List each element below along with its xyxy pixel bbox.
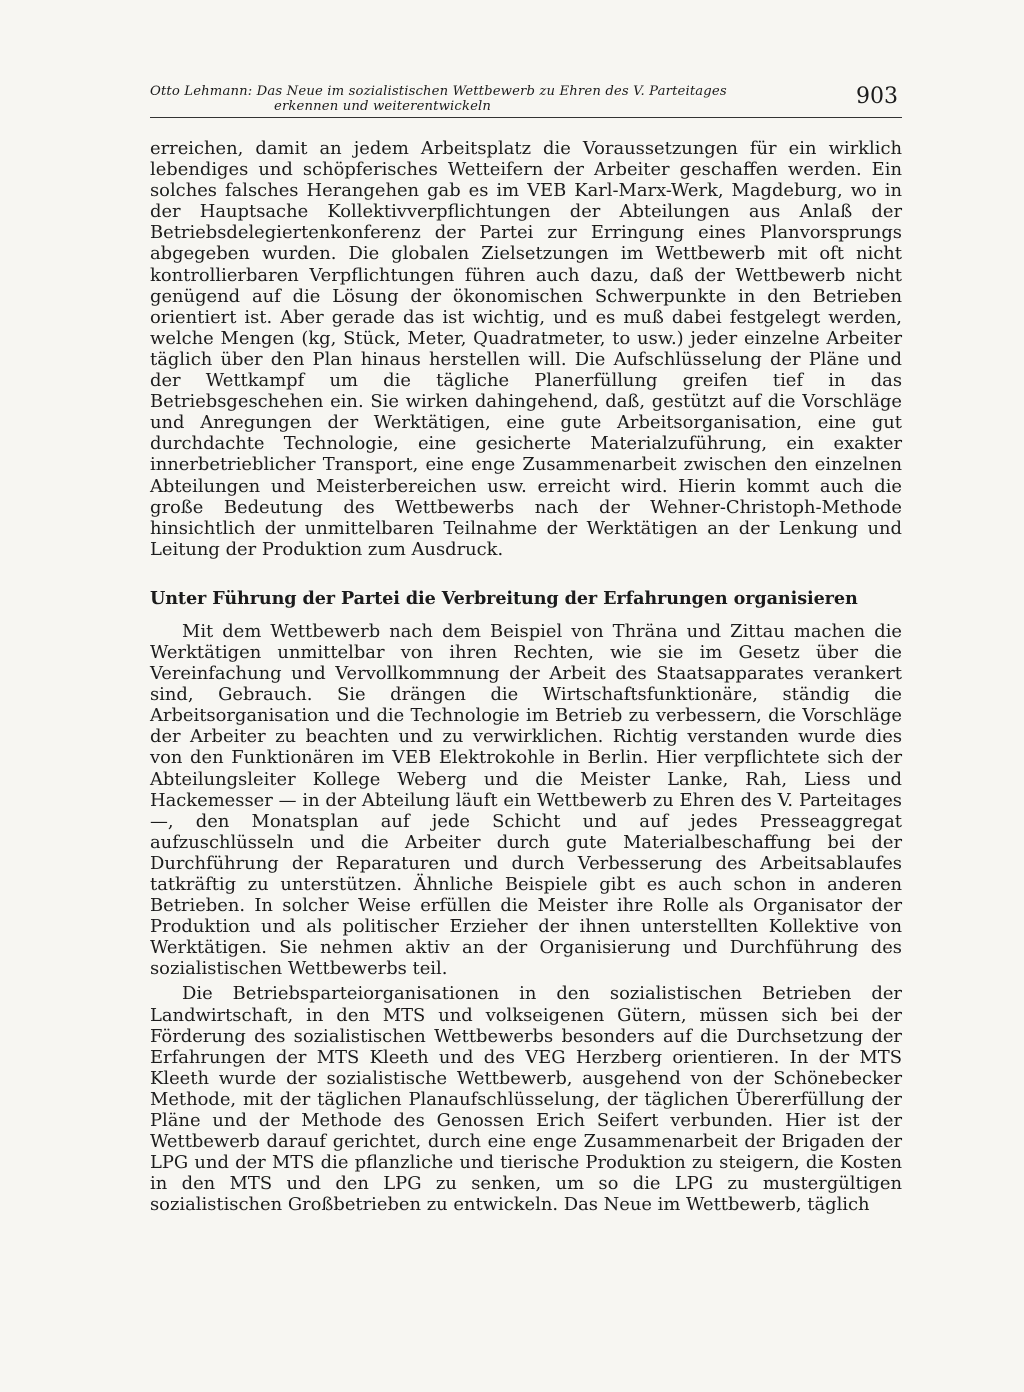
page-number: 903 <box>856 84 898 109</box>
paragraph-3: Die Betriebsparteiorganisationen in den sozialistischen Betrieben der Landwirtschaft, in den MTS und volkseigenen Gütern, müssen sich bei der Förderung des sozialistischen Wettbewerbs besonders auf die Durchsetzung der Erfahrungen der MTS Kleeth und des VEG Herzberg orientieren. In der MTS Kleeth wurde der sozialistische Wettbewerb, ausgehend von der Schönebecker Methode, mit der täglichen Planaufschlüsselung, der täglichen Übererfüllung der Pläne und der Methode des Genossen Erich Seifert verbunden. Hier ist der Wettbewerb darauf gerichtet, durch eine enge Zusammenarbeit der Brigaden der LPG und der MTS die pflanzliche und tierische Produktion zu steigern, die Kosten in den MTS und den LPG zu senken, um so die LPG zu mustergültigen sozialistischen Großbetrieben zu entwickeln. Das Neue im Wettbewerb, täglich <box>150 983 902 1216</box>
section-heading: Unter Führung der Partei die Verbreitung der Erfahrungen organisieren <box>150 587 858 609</box>
running-header <box>150 84 910 118</box>
running-title-line-2: erkennen und weiterentwickeln <box>274 99 492 114</box>
header-divider <box>150 117 902 118</box>
paragraph-2: Mit dem Wettbewerb nach dem Beispiel von Thräna und Zittau machen die Werktätigen unmittelbar von ihren Rechten, wie sie im Gesetz über die Vereinfachung und Vervollkommnung der Arbeit des Staatsapparates verankert sind, Gebrauch. Sie drängen die Wirtschaftsfunktionäre, ständig die Arbeitsorganisation und die Technologie im Betrieb zu verbessern, die Vorschläge der Arbeiter zu beachten und zu verwirklichen. Richtig verstanden wurde dies von den Funktionären im VEB Elektrokohle in Berlin. Hier verpflichtete sich der Abteilungsleiter Kollege Weberg und die Meister Lanke, Rah, Liess und Hackemesser — in der Abteilung läuft ein Wettbewerb zu Ehren des V. Parteitages —, den Monatsplan auf jede Schicht und auf jedes Presseaggregat aufzuschlüsseln und die Arbeiter durch gute Materialbeschaffung bei der Durchführung der Reparaturen und durch Verbesserung des Arbeitsablaufes tatkräftig zu unterstützen. Ähnliche Beispiele gibt es auch schon in anderen Betrieben. In solcher Weise erfüllen die Meister ihre Rolle als Organisator der Produktion und als politischer Erzieher der ihnen unterstellten Kollektive von Werktätigen. Sie nehmen aktiv an der Organisierung und Durchführung des sozialistischen Wettbewerbs teil. <box>150 620 902 980</box>
body-text <box>150 138 902 1216</box>
running-title <box>150 84 830 114</box>
paragraph-1: erreichen, damit an jedem Arbeitsplatz die Voraussetzungen für ein wirklich lebendiges und schöpferisches Wetteifern der Arbeiter geschaffen werden. Ein solches falsches Herangehen gab es im VEB Karl-Marx-Werk, Magdeburg, wo in der Hauptsache Kollektivverpflichtungen der Abteilungen aus Anlaß der Betriebsdelegiertenkonferenz der Partei zur Erringung eines Planvorsprungs abgegeben wurden. Die globalen Zielsetzungen im Wettbewerb mit oft nicht kontrollierbaren Verpflichtungen führen auch dazu, daß der Wettbewerb nicht genügend auf die Lösung der ökonomischen Schwerpunkte in den Betrieben orientiert ist. Aber gerade das ist wichtig, und es muß dabei festgelegt werden, welche Mengen (kg, Stück, Meter, Quadratmeter, to usw.) jeder einzelne Arbeiter täglich über den Plan hinaus herstellen will. Die Aufschlüsselung der Pläne und der Wettkampf um die tägliche Planerfüllung greifen tief in das Betriebsgeschehen ein. Sie wirken dahingehend, daß, gestützt auf die Vorschläge und Anregungen der Werktätigen, eine gute Arbeitsorganisation, eine gut durchdachte Technologie, eine gesicherte Materialzuführung, ein exakter innerbetrieblicher Transport, eine enge Zusammenarbeit zwischen den einzelnen Abteilungen und Meisterbereichen usw. erreicht wird. Hierin kommt auch die große Bedeutung des Wettbewerbs nach der Wehner-Christoph-Methode hinsichtlich der unmittelbaren Teilnahme der Werktätigen an der Lenkung und Leitung der Produktion zum Ausdruck. <box>150 138 902 560</box>
running-title-line-1: Otto Lehmann: Das Neue im sozialistischen Wettbewerb zu Ehren des V. Parteitages <box>150 84 727 99</box>
